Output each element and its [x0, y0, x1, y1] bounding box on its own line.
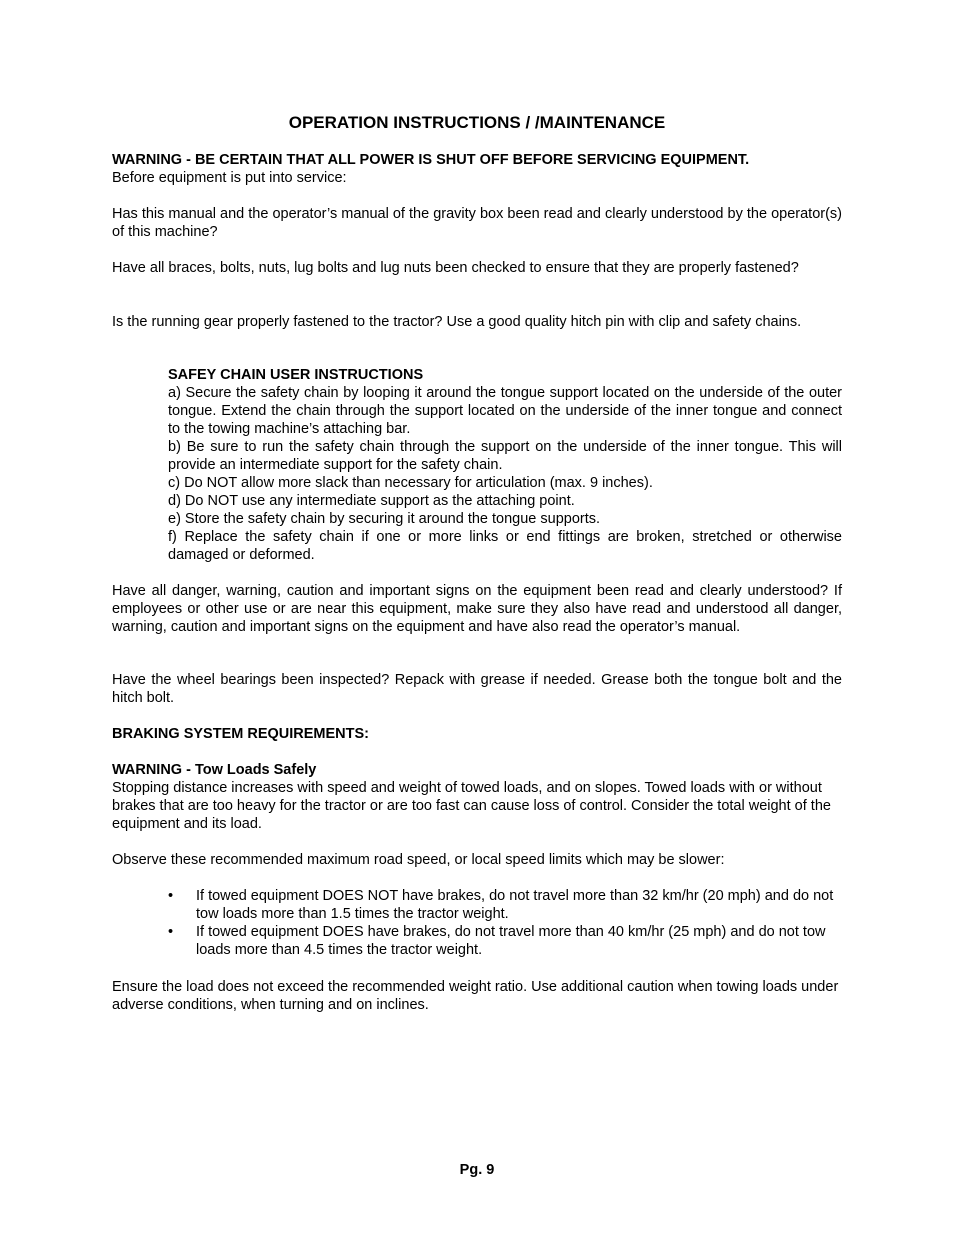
- ensure-load-text: Ensure the load does not exceed the recommended weight ratio. Use additional caution when towing loads under adverse conditions, when turning and on inclines.: [112, 979, 839, 1013]
- question-manual: Has this manual and the operator’s manual of the gravity box been read and clearly understood by the operator(s) of this machine?: [112, 206, 842, 240]
- observe-speed-text: Observe these recommended maximum road speed, or local speed limits which may be slower:: [112, 852, 725, 868]
- list-item: [168, 923, 842, 959]
- bullet-icon: •: [168, 924, 174, 940]
- question-signs: Have all danger, warning, caution and important signs on the equipment been read and clearly understood? If employees or other use or are near this equipment, make sure they also have read and understood all danger, warning, caution and important signs on the equipment and have also read the operator’s manual.: [112, 583, 842, 635]
- question-braces: Have all braces, bolts, nuts, lug bolts and lug nuts been checked to ensure that they are properly fastened?: [112, 260, 799, 276]
- before-service-text: Before equipment is put into service:: [112, 170, 347, 186]
- safety-chain-item-a: a) Secure the safety chain by looping it around the tongue support located on the underside of the outer tongue. Extend the chain through the support located on the underside of the inner tongue and connect to the towing machine’s attaching bar.: [168, 385, 842, 437]
- safety-chain-section: [168, 366, 842, 564]
- page-number: Pg. 9: [459, 1162, 495, 1178]
- question-running-gear: Is the running gear properly fastened to the tractor? Use a good quality hitch pin with clip and safety chains.: [112, 314, 802, 330]
- safety-chain-item-d: d) Do NOT use any intermediate support as the attaching point.: [168, 493, 575, 509]
- speed-bullet-with-brakes: If towed equipment DOES have brakes, do not travel more than 40 km/hr (25 mph) and do not tow loads more than 4.5 times the tractor weight.: [196, 924, 826, 958]
- page-title: OPERATION INSTRUCTIONS / /MAINTENANCE: [288, 113, 666, 132]
- tow-warning-text: Stopping distance increases with speed and weight of towed loads, and on slopes. Towed loads with or without brakes that are too heavy for the tractor or are too fast can cause loss of control. Consider the total weight of the equipment and its load.: [112, 780, 831, 832]
- list-item: [168, 887, 842, 923]
- safety-chain-heading: SAFEY CHAIN USER INSTRUCTIONS: [168, 367, 424, 383]
- safety-chain-item-c: c) Do NOT allow more slack than necessary for articulation (max. 9 inches).: [168, 475, 653, 491]
- speed-bullet-no-brakes: If towed equipment DOES NOT have brakes, do not travel more than 32 km/hr (20 mph) and do not tow loads more than 1.5 times the tractor weight.: [196, 888, 834, 922]
- safety-chain-item-e: e) Store the safety chain by securing it around the tongue supports.: [168, 511, 601, 527]
- tow-warning-heading: WARNING - Tow Loads Safely: [112, 762, 317, 778]
- safety-chain-item-f: f) Replace the safety chain if one or more links or end fittings are broken, stretched or otherwise damaged or deformed.: [168, 529, 842, 563]
- question-bearings: Have the wheel bearings been inspected? Repack with grease if needed. Grease both the tongue bolt and the hitch bolt.: [112, 672, 842, 706]
- speed-bullet-list: [168, 887, 842, 959]
- bullet-icon: •: [168, 888, 174, 904]
- safety-chain-item-b: b) Be sure to run the safety chain through the support on the underside of the inner tongue. This will provide an intermediate support for the safety chain.: [168, 439, 842, 473]
- braking-heading: BRAKING SYSTEM REQUIREMENTS:: [112, 726, 369, 742]
- warning-power-off: WARNING - BE CERTAIN THAT ALL POWER IS SHUT OFF BEFORE SERVICING EQUIPMENT.: [112, 152, 750, 168]
